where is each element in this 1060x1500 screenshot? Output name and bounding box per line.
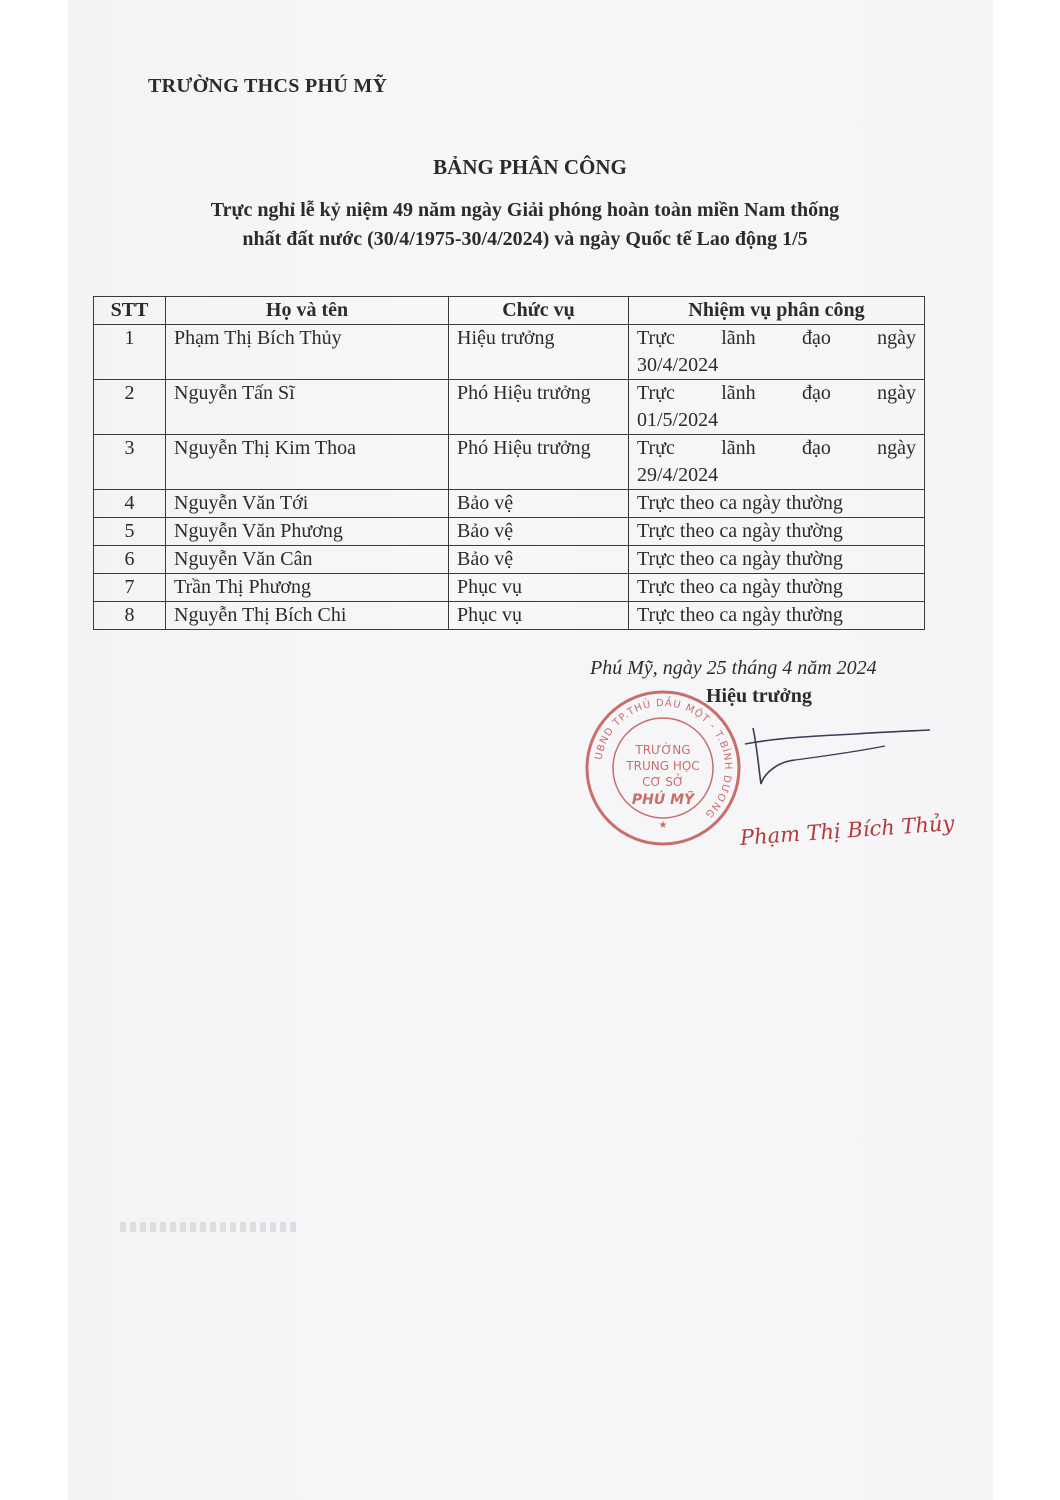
- place-date: Phú Mỹ, ngày 25 tháng 4 năm 2024: [590, 657, 877, 679]
- cell-stt: 7: [94, 574, 166, 602]
- cell-name: Phạm Thị Bích Thủy: [166, 325, 449, 380]
- table-row: [94, 435, 925, 490]
- assignment-table: [93, 296, 925, 630]
- cell-duty-line-1: Trực lãnh đạo ngày: [637, 382, 916, 404]
- faint-bleedthrough: [120, 1222, 300, 1232]
- cell-position: Phục vụ: [449, 574, 629, 602]
- subtitle-line-1: Trực nghỉ lễ kỷ niệm 49 năm ngày Giải phóng hoàn toàn miền Nam thống: [210, 199, 840, 221]
- cell-duty: Trực theo ca ngày thường: [629, 574, 925, 602]
- cell-duty-line-2: 30/4/2024: [637, 354, 719, 376]
- cell-stt: 1: [94, 325, 166, 380]
- table-row: [94, 325, 925, 380]
- cell-position: Bảo vệ: [449, 546, 629, 574]
- stamp-line-2: TRUNG HỌC: [626, 759, 700, 773]
- cell-name: Nguyễn Tấn Sĩ: [166, 380, 449, 435]
- table-row: [94, 490, 925, 518]
- cell-duty: Trực theo ca ngày thường: [629, 518, 925, 546]
- cell-position: Phó Hiệu trưởng: [449, 380, 629, 435]
- col-header-stt: STT: [94, 297, 166, 325]
- cell-duty: [629, 380, 925, 435]
- cell-name: Nguyễn Thị Bích Chi: [166, 602, 449, 630]
- cell-name: Nguyễn Thị Kim Thoa: [166, 435, 449, 490]
- cell-name: Nguyễn Văn Tới: [166, 490, 449, 518]
- table-row: [94, 380, 925, 435]
- cell-stt: 3: [94, 435, 166, 490]
- cell-duty: [629, 325, 925, 380]
- cell-position: Phục vụ: [449, 602, 629, 630]
- document-title: BẢNG PHÂN CÔNG: [433, 155, 627, 179]
- table-row: [94, 602, 925, 630]
- cell-position: Phó Hiệu trưởng: [449, 435, 629, 490]
- cell-position: Hiệu trưởng: [449, 325, 629, 380]
- cell-duty-line-2: 01/5/2024: [637, 409, 719, 431]
- cell-duty: Trực theo ca ngày thường: [629, 490, 925, 518]
- cell-position: Bảo vệ: [449, 518, 629, 546]
- stamp-line-3: CƠ SỞ: [642, 775, 684, 789]
- cell-stt: 5: [94, 518, 166, 546]
- cell-duty: [629, 435, 925, 490]
- cell-position: Bảo vệ: [449, 490, 629, 518]
- cell-duty: Trực theo ca ngày thường: [629, 546, 925, 574]
- col-header-position: Chức vụ: [449, 297, 629, 325]
- cell-name: Nguyễn Văn Cân: [166, 546, 449, 574]
- col-header-duty: Nhiệm vụ phân công: [629, 297, 925, 325]
- table-row: [94, 518, 925, 546]
- school-name: TRƯỜNG THCS PHÚ MỸ: [148, 75, 388, 97]
- school-seal-stamp: [583, 688, 743, 848]
- signer-name: Phạm Thị Bích Thủy: [739, 811, 956, 850]
- cell-stt: 2: [94, 380, 166, 435]
- cell-stt: 4: [94, 490, 166, 518]
- cell-duty-line-2: 29/4/2024: [637, 464, 719, 486]
- stamp-line-1: TRƯỜNG: [635, 743, 691, 757]
- stamp-line-4: PHÚ MỸ: [631, 792, 695, 808]
- stamp-ring-text: UBND TP.THỦ DẦU MỘT - T.BÌNH DƯƠNG: [593, 697, 734, 821]
- cell-stt: 8: [94, 602, 166, 630]
- subtitle-line-2: nhất đất nước (30/4/1975-30/4/2024) và ngày Quốc tế Lao động 1/5: [242, 228, 808, 250]
- signature-scribble: [735, 716, 935, 816]
- cell-duty: Trực theo ca ngày thường: [629, 602, 925, 630]
- cell-name: Trần Thị Phương: [166, 574, 449, 602]
- cell-duty-line-1: Trực lãnh đạo ngày: [637, 437, 916, 459]
- document-subtitle: [120, 196, 930, 254]
- table-header-row: [94, 297, 925, 325]
- col-header-name: Họ và tên: [166, 297, 449, 325]
- stamp-star-icon: ★: [658, 820, 668, 831]
- table-row: [94, 574, 925, 602]
- cell-name: Nguyễn Văn Phương: [166, 518, 449, 546]
- table-row: [94, 546, 925, 574]
- cell-duty-line-1: Trực lãnh đạo ngày: [637, 327, 916, 349]
- signer-title: Hiệu trưởng: [706, 685, 812, 707]
- cell-stt: 6: [94, 546, 166, 574]
